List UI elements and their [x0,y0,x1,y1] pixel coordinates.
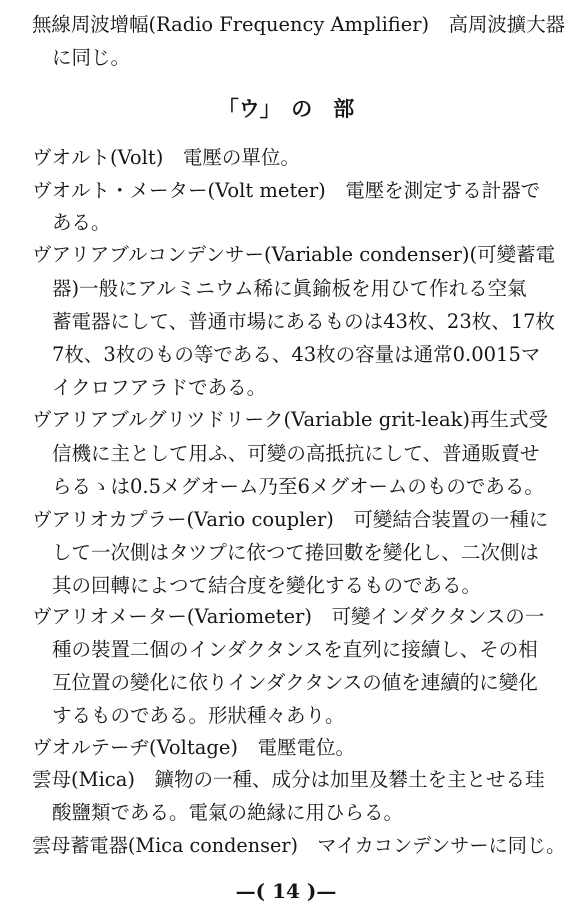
entry-line: 蓄電器にして、普通市場にあるものは43枚、23枚、17枚 [52,310,556,333]
entry-line: ヴアリアブルコンデンサー(Variable condenser)(可變蓄電 [32,243,556,266]
entry-line: 其の回轉によつて結合度を變化するものである。 [52,574,482,597]
entry-line: ヴオルト・メーター(Volt meter) 電壓を測定する計器で [32,179,541,202]
entry-line: 酸鹽類である。電氣の絶縁に用ひらる。 [52,801,404,824]
page-number: —( 14 )— [235,879,337,903]
entry-line: 互位置の變化に依りインダクタンスの値を連續的に變化 [52,671,538,694]
entry-line: 7枚、3枚のもの等である、43枚の容量は通常0.0015マ [52,343,541,366]
entry-line: 器)一般にアルミニウム稀に眞鍮板を用ひて作れる空氣 [52,277,527,300]
entry-line: するものである。形狀種々あり。 [52,704,345,727]
entry-line: ヴオルテーヂ(Voltage) 電壓電位。 [32,736,355,759]
entry-line: 雲母(Mica) 鑛物の一種、成分は加里及礬土を主とせる珪 [32,768,545,791]
entry-line: 信機に主として用ふ、可變の高抵抗にして、普通販賣せ [52,442,540,465]
entry-line: ヴアリオカプラー(Vario coupler) 可變結合装置の一種に [32,508,549,531]
entry-line: ヴアリオメーター(Variometer) 可變インダクタンスの一 [32,605,545,628]
entry-line: ある。 [52,211,111,234]
entry-line: して一次側はタツプに依つて捲回數を變化し、二次側は [52,541,539,564]
entry-line: 無線周波增幅(Radio Frequency Amplifier) 高周波擴大器 [32,13,566,36]
entry-line: ヴアリアブルグリツドリーク(Variable grit-leak)再生式受 [32,408,549,431]
entry-line: に同じ。 [52,46,131,69]
entry-line: らるゝは0.5メグオーム乃至6メグオームのものである。 [52,475,544,498]
entry-line: イクロフアラドである。 [52,376,267,399]
entry-line: 種の裝置二個のインダクタンスを直列に接續し、その相 [52,638,538,661]
entry-line: 雲母蓄電器(Mica condenser) マイカコンデンサーに同じ。 [32,834,566,857]
section-heading: 「ウ」 の 部 [217,96,355,121]
entry-line: ヴオルト(Volt) 電壓の單位。 [32,146,300,169]
